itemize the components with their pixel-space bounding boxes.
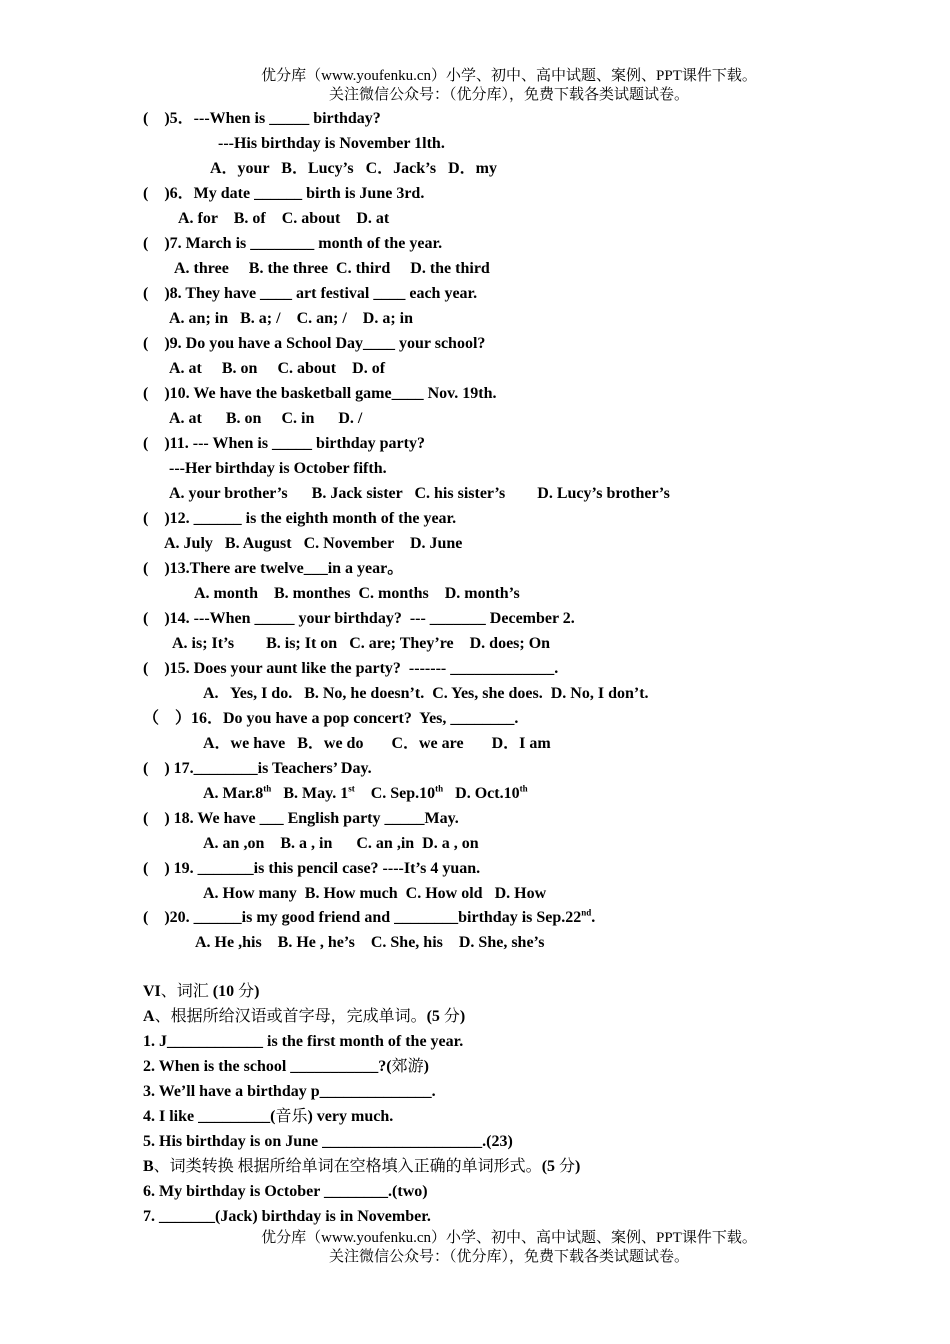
part-a-letter: A: [143, 1008, 155, 1025]
vocab-item-2-hint: 郊游: [391, 1058, 424, 1075]
section-title-unit: 分: [238, 983, 255, 1000]
vocab-item-5: 5. His birthday is on June ____________________.(23): [143, 1133, 513, 1150]
question-12: ( )12. ______ is the eighth month of the year.: [143, 510, 457, 527]
part-b-score: (5: [541, 1158, 560, 1175]
vocab-item-2-close: ): [423, 1058, 429, 1075]
part-b-unit: 分: [559, 1158, 576, 1175]
footer-line-2: 关注微信公众号：（优分库），免费下载各类试题试卷。: [328, 1249, 689, 1265]
question-11: ( )11. --- When is _____ birthday party?: [143, 435, 425, 452]
section-title-score: (10: [212, 983, 239, 1000]
part-b-instruction: [143, 1157, 580, 1177]
question-5: ( )5．---When is _____ birthday?: [143, 110, 381, 127]
question-16-options: A．we have B．we do C．we are D．I am: [203, 735, 551, 752]
vocab-item-3: 3. We’ll have a birthday p______________.: [143, 1083, 436, 1100]
question-20-text: ( )20. ______is my good friend and ________birthday is Sep.22: [143, 909, 582, 926]
question-6-options: A. for B. of C. about D. at: [178, 210, 390, 227]
question-18: ( ) 18. We have ___ English party _____May.: [143, 810, 459, 827]
part-a-unit: 分: [443, 1008, 460, 1025]
vocab-item-4-end: ) very much.: [307, 1108, 394, 1125]
question-18-options: A. an ,on B. a , in C. an ,in D. a , on: [203, 835, 479, 852]
part-a-instruction: [143, 1007, 465, 1027]
question-20-sup: nd: [581, 907, 592, 918]
option-b: B. May. 1: [271, 785, 349, 802]
part-a-score: (5: [426, 1008, 444, 1025]
vocab-item-2-text: 2. When is the school ___________?(: [143, 1058, 392, 1075]
question-13-options: A. month B. monthes C. months D. month’s: [194, 585, 520, 602]
vocab-item-1: 1. J____________ is the first month of the year.: [143, 1033, 464, 1050]
question-14: ( )14. ---When _____ your birthday? --- _______ December 2.: [143, 610, 575, 627]
vocab-item-6: 6. My birthday is October ________.(two): [143, 1183, 428, 1200]
question-5-answer: ---His birthday is November 1lth.: [218, 135, 445, 152]
question-15: ( )15. Does your aunt like the party? ------- _____________.: [143, 660, 559, 677]
footer-line-1: 优分库（www.youfenku.cn）小学、初中、高中试题、案例、PPT课件下载。: [261, 1230, 757, 1246]
vocab-item-4-text: 4. I like _________(: [143, 1108, 276, 1125]
question-8: ( )8. They have ____ art festival ____ each year.: [143, 285, 478, 302]
question-19-options: A. How many B. How much C. How old D. How: [203, 885, 547, 902]
vocab-item-2: [143, 1057, 429, 1077]
header-line-1: 优分库（www.youfenku.cn）小学、初中、高中试题、案例、PPT课件下载。: [261, 68, 757, 84]
question-15-options: A. Yes, I do. B. No, he doesn’t. C. Yes, she does. D. No, I don’t.: [203, 685, 649, 702]
question-9-options: A. at B. on C. about D. of: [169, 360, 386, 377]
vocab-item-4-hint: 音乐: [275, 1108, 308, 1125]
option-a-sup: th: [263, 783, 272, 794]
section-title: [143, 982, 259, 1002]
option-a: A. Mar.8: [203, 785, 264, 802]
section-title-close: ): [254, 983, 260, 1000]
question-19: ( ) 19. _______is this pencil case? ----It’s 4 yuan.: [143, 860, 481, 877]
question-8-options: A. an; in B. a; / C. an; / D. a; in: [169, 310, 414, 327]
vocab-item-4: [143, 1107, 393, 1127]
question-20-end: .: [591, 909, 596, 926]
question-9: ( )9. Do you have a School Day____ your school?: [143, 335, 486, 352]
part-a-text: 、根据所给汉语或首字母，完成单词。: [154, 1008, 427, 1025]
question-11-options: A. your brother’s B. Jack sister C. his sister’s D. Lucy’s brother’s: [169, 485, 670, 502]
option-c: C. Sep.10: [354, 785, 436, 802]
part-b-text: 、词类转换 根据所给单词在空格填入正确的单词形式。: [153, 1158, 542, 1175]
part-b-close: ): [575, 1158, 581, 1175]
question-16: （ ）16．Do you have a pop concert? Yes, ________.: [143, 710, 519, 727]
option-c-sup: th: [435, 783, 444, 794]
question-17-options: [203, 784, 528, 804]
question-20: [143, 908, 595, 928]
question-10: ( )10. We have the basketball game____ Nov. 19th.: [143, 385, 497, 402]
header-line-2: 关注微信公众号：（优分库），免费下载各类试题试卷。: [328, 87, 689, 103]
question-7-options: A. three B. the three C. third D. the third: [174, 260, 490, 277]
question-6: ( )6．My date ______ birth is June 3rd.: [143, 185, 425, 202]
section-title-roman: VI: [143, 983, 161, 1000]
question-5-options: A．your B．Lucy’s C．Jack’s D．my: [210, 160, 497, 177]
question-17: ( ) 17.________is Teachers’ Day.: [143, 760, 372, 777]
part-a-close: ): [459, 1008, 466, 1025]
question-14-options: A. is; It’s B. is; It on C. are; They’re D. does; On: [172, 635, 551, 652]
question-10-options: A. at B. on C. in D. /: [169, 410, 363, 427]
question-11-answer: ---Her birthday is October fifth.: [169, 460, 387, 477]
part-b-letter: B: [143, 1158, 154, 1175]
option-d: D. Oct.10: [443, 785, 520, 802]
question-20-options: A. He ,his B. He , he’s C. She, his D. She, she’s: [195, 934, 545, 951]
vocab-item-7: 7. _______(Jack) birthday is in November.: [143, 1208, 431, 1225]
question-13: ( )13.There are twelve___in a year。: [143, 560, 404, 577]
question-12-options: A. July B. August C. November D. June: [164, 535, 463, 552]
option-d-sup: th: [519, 783, 528, 794]
question-7: ( )7. March is ________ month of the year.: [143, 235, 443, 252]
section-title-cn: 、词汇: [160, 983, 213, 1000]
option-b-sup: st: [348, 783, 355, 794]
